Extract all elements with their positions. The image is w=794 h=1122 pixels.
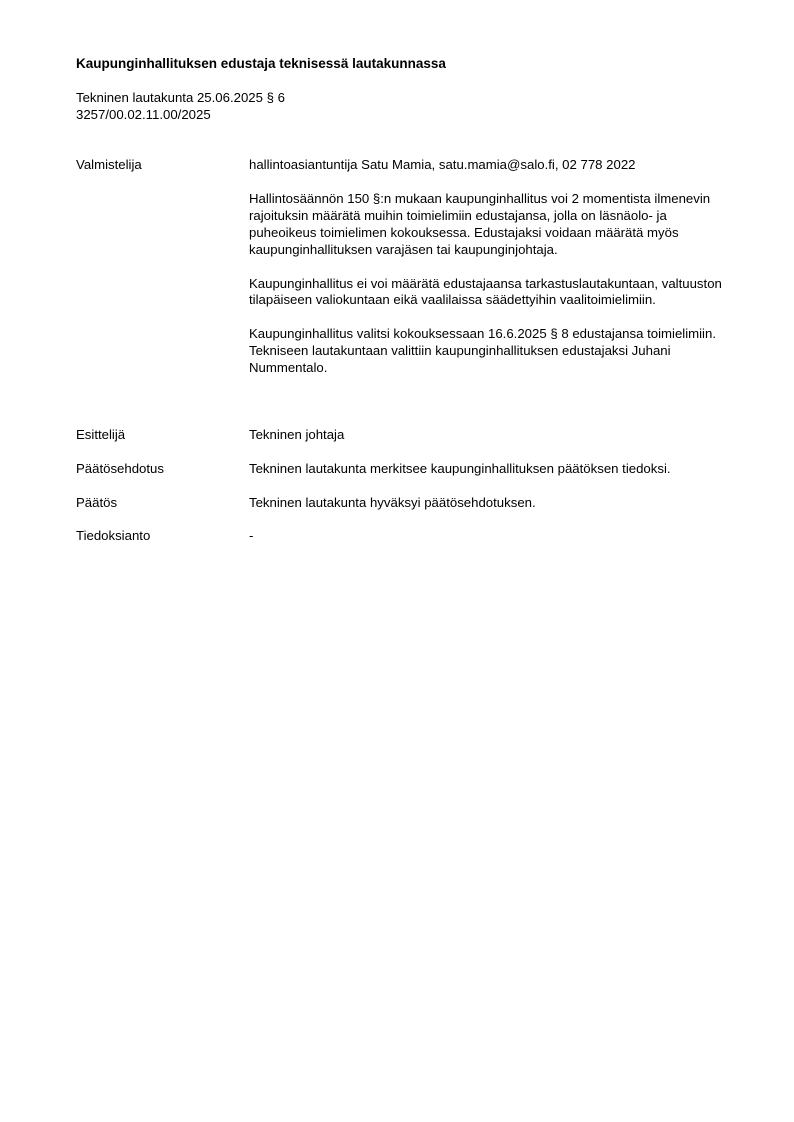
preparer-paragraph-3: Kaupunginhallitus valitsi kokouksessaan 16.6.2025 § 8 edustajansa toimielimiin. Tekniseen lautakuntaan valittiin kaupunginhallituksen edustajaksi Juhani Nummentalo. [249, 326, 716, 376]
presenter-value: Tekninen johtaja [249, 427, 345, 442]
preparer-content [249, 157, 729, 377]
preparer-contact: hallintoasiantuntija Satu Mamia, satu.mamia@salo.fi, 02 778 2022 [249, 157, 636, 172]
preparer-paragraph-1: Hallintosäännön 150 §:n mukaan kaupunginhallitus voi 2 momentista ilmenevin rajoituksin määrätä muihin toimielimiin edustajansa, jolla on läsnäolo- ja puheoikeus toimielimen kokouksessa. Edustajaksi voidaan määrätä myös kaupunginhallituksen varajäsen tai kaupunginjohtaja. [249, 190, 711, 257]
decision-value: Tekninen lautakunta hyväksyi päätösehdotuksen. [249, 495, 536, 510]
document-title: Kaupunginhallituksen edustaja teknisessä lautakunnassa [76, 56, 446, 71]
record-number: 3257/00.02.11.00/2025 [76, 106, 211, 122]
preparer-paragraph-2: Kaupunginhallitus ei voi määrätä edustajaansa tarkastuslautakuntaan, valtuuston tilapäiseen valiokuntaan eikä vaalilaissa säädettyihin vaalitoimielimiin. [249, 275, 722, 308]
meeting-reference: Tekninen lautakunta 25.06.2025 § 6 [76, 90, 285, 105]
proposal-value: Tekninen lautakunta merkitsee kaupunginhallituksen päätöksen tiedoksi. [249, 461, 671, 476]
proposal-label: Päätösehdotus [76, 461, 164, 476]
presenter-label: Esittelijä [76, 427, 126, 442]
notification-label: Tiedoksianto [76, 528, 151, 543]
decision-label: Päätös [76, 495, 118, 510]
preparer-label: Valmistelija [76, 157, 142, 172]
meeting-meta [76, 90, 285, 124]
notification-value: - [249, 528, 254, 543]
